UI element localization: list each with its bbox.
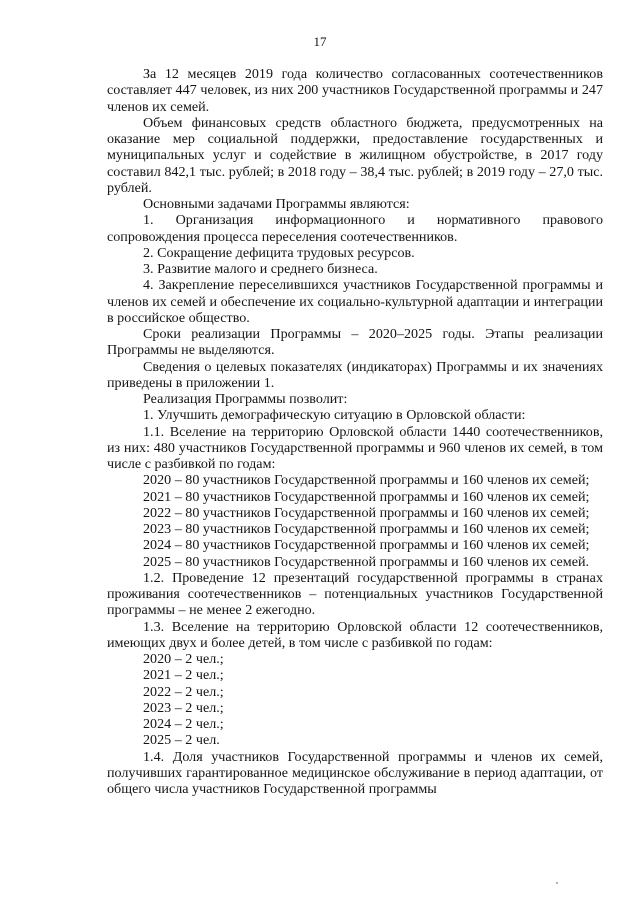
paragraph-task-2: 2. Сокращение дефицита трудовых ресурсов. <box>143 244 415 261</box>
paragraph-indicators: Сведения о целевых показателях (индикаторах) Программы и их значениях приведены в приложении 1. <box>107 358 603 391</box>
list-item: 2021 – 80 участников Государственной программы и 160 членов их семей; <box>143 488 590 505</box>
list-item: 2020 – 2 чел.; <box>143 651 224 667</box>
year-list-participants <box>107 472 603 570</box>
paragraph-tasks-heading: Основными задачами Программы являются: <box>143 196 410 212</box>
paragraph-budget-funds: Объем финансовых средств областного бюджета, предусмотренных на оказание мер социальной поддержки, предоставление государственных и муниципальных услуг и содействие в жилищном обустройстве, в 2017 году составил 842,1 тыс. рублей; в 2018 году – 38,4 тыс. рублей; в 2019 году – 27,0 тыс. рублей. <box>107 114 603 196</box>
paragraph-timeline: Сроки реализации Программы – 2020–2025 годы. Этапы реализации Программы не выделяются. <box>107 326 603 359</box>
paragraph-result-1-1: 1.1. Вселение на территорию Орловской области 1440 соотечественников, из них: 480 участников Государственной программы и 960 членов их семей, в том числе с разбивкой по годам: <box>107 423 603 472</box>
paragraph-compatriots-2019: За 12 месяцев 2019 года количество согласованных соотечественников составляет 447 человек, из них 200 участников Государственной программы и 247 членов их семей. <box>107 66 603 115</box>
paragraph-result-1-4: 1.4. Доля участников Государственной программы и членов их семей, получивших гарантированное медицинское обслуживание в период адаптации, от общего числа участников Государственной программы <box>107 748 603 797</box>
list-item: 2020 – 80 участников Государственной программы и 160 членов их семей; <box>143 472 590 489</box>
list-item: 2021 – 2 чел.; <box>143 667 224 684</box>
year-list-families <box>107 651 603 749</box>
list-item: 2022 – 80 участников Государственной программы и 160 членов их семей; <box>143 504 590 521</box>
paragraph-task-4: 4. Закрепление переселившихся участников Государственной программы и членов их семей и обеспечение их социально-культурной адаптации и интеграции в российское общество. <box>107 277 603 326</box>
list-item: 2025 – 2 чел. <box>143 732 220 749</box>
page-number: 17 <box>313 34 327 49</box>
list-item: 2025 – 80 участников Государственной программы и 160 членов их семей. <box>143 553 590 570</box>
paragraph-task-3: 3. Развитие малого и среднего бизнеса. <box>143 261 378 277</box>
paragraph-result-1-3: 1.3. Вселение на территорию Орловской области 12 соотечественников, имеющих двух и более детей, в том числе с разбивкой по годам: <box>107 618 603 651</box>
list-item: 2024 – 2 чел.; <box>143 716 224 732</box>
list-item: 2022 – 2 чел.; <box>143 683 224 700</box>
scan-dot-mark <box>556 882 558 884</box>
list-item: 2024 – 80 участников Государственной программы и 160 членов их семей; <box>143 537 590 554</box>
list-item: 2023 – 80 участников Государственной программы и 160 членов их семей; <box>143 521 590 537</box>
paragraph-result-1-2: 1.2. Проведение 12 презентаций государственной программы в странах проживания соотечественников – потенциальных участников Государственной программы – не менее 2 ежегодно. <box>107 569 603 619</box>
document-body <box>107 66 603 797</box>
paragraph-task-1: 1. Организация информационного и нормативного правового сопровождения процесса переселения соотечественников. <box>107 212 603 245</box>
paragraph-results-heading: Реализация Программы позволит: <box>143 391 348 407</box>
paragraph-result-1: 1. Улучшить демографическую ситуацию в Орловской области: <box>143 407 526 424</box>
list-item: 2023 – 2 чел.; <box>143 699 224 716</box>
